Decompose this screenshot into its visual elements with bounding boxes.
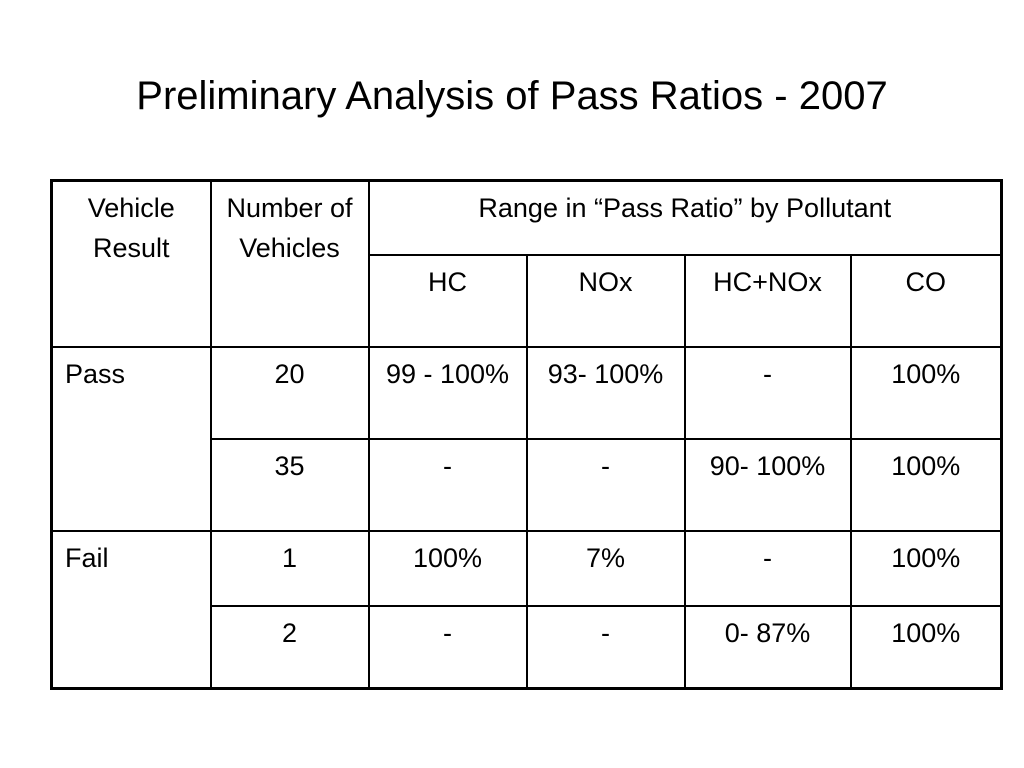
nox-cell: - bbox=[527, 439, 685, 531]
header-row-1 bbox=[52, 181, 1002, 255]
co-cell: 100% bbox=[851, 347, 1002, 439]
slide-title: Preliminary Analysis of Pass Ratios - 2007 bbox=[136, 74, 888, 118]
co-cell: 100% bbox=[851, 606, 1002, 689]
header-number-of-vehicles: Number of Vehicles bbox=[211, 181, 369, 347]
table-row bbox=[52, 347, 1002, 439]
vehicle-result-cell: Pass bbox=[52, 347, 211, 531]
co-cell: 100% bbox=[851, 531, 1002, 606]
vehicle-count-cell: 1 bbox=[211, 531, 369, 606]
header-vehicle-result: Vehicle Result bbox=[52, 181, 211, 347]
hc-nox-cell: 0- 87% bbox=[685, 606, 851, 689]
hc-cell: 100% bbox=[369, 531, 527, 606]
vehicle-count-cell: 2 bbox=[211, 606, 369, 689]
vehicle-result-cell: Fail bbox=[52, 531, 211, 689]
header-hc: HC bbox=[369, 255, 527, 347]
hc-cell: - bbox=[369, 606, 527, 689]
pass-ratio-table bbox=[50, 179, 1003, 690]
vehicle-count-cell: 20 bbox=[211, 347, 369, 439]
header-nox: NOx bbox=[527, 255, 685, 347]
hc-nox-cell: - bbox=[685, 347, 851, 439]
hc-cell: - bbox=[369, 439, 527, 531]
nox-cell: 93- 100% bbox=[527, 347, 685, 439]
co-cell: 100% bbox=[851, 439, 1002, 531]
nox-cell: 7% bbox=[527, 531, 685, 606]
header-range-group: Range in “Pass Ratio” by Pollutant bbox=[369, 181, 1002, 255]
hc-cell: 99 - 100% bbox=[369, 347, 527, 439]
nox-cell: - bbox=[527, 606, 685, 689]
vehicle-count-cell: 35 bbox=[211, 439, 369, 531]
hc-nox-cell: 90- 100% bbox=[685, 439, 851, 531]
header-hc-nox: HC+NOx bbox=[685, 255, 851, 347]
table-row bbox=[52, 531, 1002, 606]
hc-nox-cell: - bbox=[685, 531, 851, 606]
header-co: CO bbox=[851, 255, 1002, 347]
